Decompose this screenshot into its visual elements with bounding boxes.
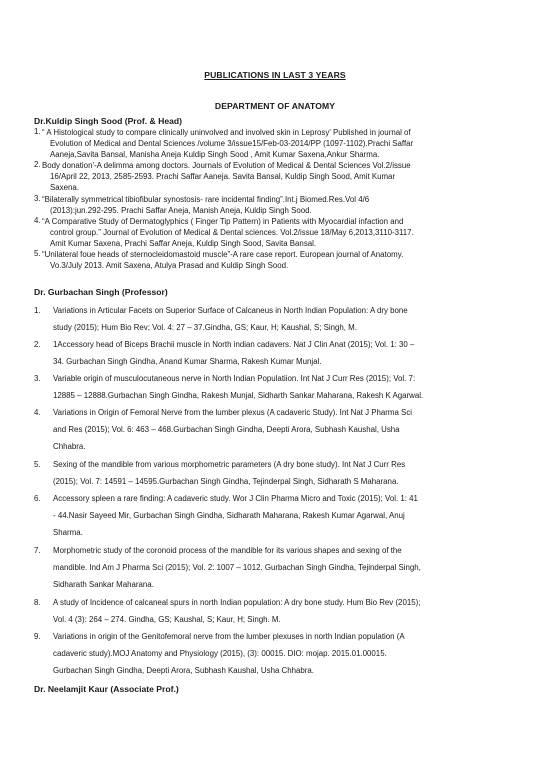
item-line: “A Comparative Study of Dermatoglyphics ( Finger Tip Pattern) in Patients with Myocardial infaction and xyxy=(42,217,404,226)
author-heading-2: Dr. Gurbachan Singh (Professor) xyxy=(34,287,168,297)
item-line: study (2015); Hum Bio Rev; Vol. 4: 27 – 37.Gindha, GS; Kaur, H; Kaushal, S; Singh, M. xyxy=(53,323,357,332)
item-line: Accessory spleen a rare finding: A cadaveric study. Wor J Clin Pharma Micro and Toxic (2015); Vol. 1: 41 xyxy=(53,494,418,503)
list-item xyxy=(34,404,516,455)
item-line: - 44.Nasir Sayeed Mir, Gurbachan Singh Gindha, Sidharath Maharana, Rakesh Kumar Agarwal, Anuj xyxy=(53,511,405,520)
item-line: Variations in Articular Facets on Superior Surface of Calcaneus in North Indian Population: A dry bone xyxy=(53,306,408,315)
list-item xyxy=(34,628,516,679)
item-line: mandible. Ind Am J Pharma Sci (2015); Vol. 2: 1007 – 1012. Gurbachan Singh Gindha, Tejinderpal Singh, xyxy=(53,563,421,572)
item-number: 8. xyxy=(34,598,41,607)
item-line: A study of Incidence of calcaneal spurs in north Indian population: A dry bone study. Hum Bio Rev (2015); xyxy=(53,598,421,607)
item-line: Vo.3/July 2013. Amit Saxena, Atulya Prasad and Kuldip Singh Sood. xyxy=(50,261,289,270)
list-item xyxy=(34,194,516,216)
item-line: Evolution of Medical and Dental Sciences /volume 3/issue15/Feb-03-2014/PP (1097-1102).Prachi Saffar xyxy=(50,139,414,148)
item-line: control group.” Journal of Evolution of Medical & Dental sciences. Vol.2/issue 18/May 6,2013,3110-3117. xyxy=(50,228,414,237)
author-heading-1: Dr.Kuldip Singh Sood (Prof. & Head) xyxy=(34,116,182,126)
list-item xyxy=(34,127,516,160)
list-item xyxy=(34,160,516,193)
item-line: (2013):jun.292-295. Prachi Saffar Aneja, Manish Aneja, Kuldip Singh Sood. xyxy=(50,206,312,215)
item-number: 3. xyxy=(34,374,41,383)
item-number: 3. xyxy=(34,194,41,203)
item-line: Sidharath Sankar Maharana. xyxy=(53,580,154,589)
list-item xyxy=(34,336,516,370)
item-line: (2015); Vol. 7: 14591 – 14595.Gurbachan Singh Gindha, Tejinderpal Singh, Sidharath S Maharana. xyxy=(53,477,399,486)
item-line: Variations in Origin of Femoral Nerve from the lumber plexus (A cadaveric Study). Int Nat J Pharma Sci xyxy=(53,408,413,417)
item-number: 2. xyxy=(34,340,41,349)
page-heading: PUBLICATIONS IN LAST 3 YEARS xyxy=(204,70,346,80)
item-line: Vol. 4 (3): 264 – 274. Gindha, GS; Kaushal, S; Kaur, H; Singh. M. xyxy=(53,615,281,624)
item-line: 1Accessory head of Biceps Brachii muscle in North indian cadavers. Nat J Clin Anat (2015); Vol. 1: 30 – xyxy=(53,340,415,349)
item-number: 4. xyxy=(34,408,41,417)
item-line: Chhabra. xyxy=(53,442,86,451)
item-line: cadaveric study).MOJ Anatomy and Physiology (2015), (3): 00015. DIO: mojap. 2015.01.00015. xyxy=(53,649,387,658)
item-number: 1. xyxy=(34,127,41,136)
item-line: Sharma. xyxy=(53,528,83,537)
list-item xyxy=(34,594,516,628)
item-line: Body donation'-A delimma among doctors. Journals of Evolution of Medical & Dental Sciences Vol.2/issue xyxy=(42,161,411,170)
item-line: 16/April 22, 2013, 2585-2593. Prachi Saffar Aaneja. Savita Bansal, Kuldip Singh Sood, Amit Kumar xyxy=(50,172,396,181)
item-line: and Res (2015); Vol. 6: 463 – 468.Gurbachan Singh Gindha, Deepti Arora, Subhash Kaushal, Usha xyxy=(53,425,400,434)
list-item xyxy=(34,456,516,490)
list-item xyxy=(34,370,516,404)
item-number: 6. xyxy=(34,494,41,503)
item-line: Variable origin of musculocutaneous nerve in North Indian Populatiion. Int Nat J Curr Res (2015); Vol. 7: xyxy=(53,374,416,383)
item-number: 9. xyxy=(34,632,41,641)
item-line: “ A Histological study to compare clinically uninvolved and involved skin in Leprosy' Published in journal of xyxy=(42,128,411,137)
item-line: “Unilateral foue heads of sternocleidomastoid muscle”-A rare case report. European journal of Anatomy. xyxy=(42,250,404,259)
item-line: 34. Gurbachan Singh Gindha, Anand Kumar Sharma, Rakesh Kumar Munjal. xyxy=(53,357,322,366)
list-item xyxy=(34,302,516,336)
list-item xyxy=(34,216,516,249)
item-number: 1. xyxy=(34,306,41,315)
item-line: Morphometric study of the coronoid process of the mandible for its various shapes and sexing of the xyxy=(53,546,402,555)
item-number: 7. xyxy=(34,546,41,555)
item-line: Amit Kumar Saxena, Prachi Saffar Aneja, Kuldip Singh Sood, Savita Bansal. xyxy=(50,239,317,248)
item-line: Gurbachan Singh Gindha, Deepti Arora, Subhash Kaushal, Usha Chhabra. xyxy=(53,666,314,675)
item-line: Aaneja,Savita Bansal, Manisha Aneja Kuldip Singh Sood , Amit Kumar Saxena,Ankur Sharma. xyxy=(50,150,380,159)
list-item xyxy=(34,542,516,593)
item-number: 5. xyxy=(34,460,41,469)
list-item xyxy=(34,490,516,541)
list-item xyxy=(34,249,516,271)
item-line: “Bilaterally symmetrical tibiofibular synostosis- rare incidental finding”.Int.j Biomed.Res.Vol 4/6 xyxy=(42,195,370,204)
item-line: 12885 – 12888.Gurbachan Singh Gindha, Rakesh Munjal, Sidharth Sankar Maharana, Rakesh K Agarwal. xyxy=(53,391,424,400)
item-line: Variations in origin of the Genitofemoral nerve from the lumber plexuses in north Indian population (A xyxy=(53,632,405,641)
author-heading-3: Dr. Neelamjit Kaur (Associate Prof.) xyxy=(34,684,179,694)
item-number: 5. xyxy=(34,249,41,258)
item-number: 4. xyxy=(34,216,41,225)
item-number: 2. xyxy=(34,160,41,169)
item-line: Saxena. xyxy=(50,183,79,192)
department-title: DEPARTMENT OF ANATOMY xyxy=(214,101,336,111)
item-line: Sexing of the mandible from various morphometric parameters (A dry bone study). Int Nat J Curr Res xyxy=(53,460,406,469)
